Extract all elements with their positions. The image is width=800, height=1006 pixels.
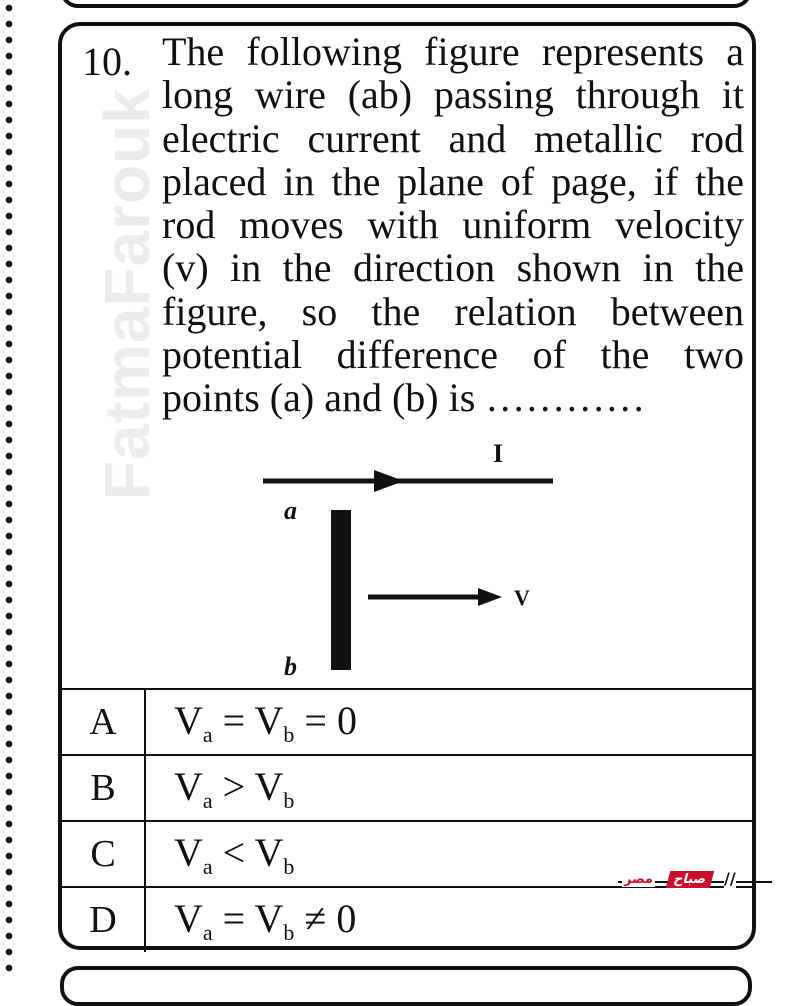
- current-arrow-head: [374, 470, 404, 492]
- option-letter: C: [62, 821, 145, 887]
- velocity-arrow-head: [478, 588, 502, 606]
- velocity-label: V: [514, 585, 530, 610]
- option-row-b[interactable]: [62, 755, 756, 821]
- metallic-rod: [331, 510, 351, 670]
- option-row-d[interactable]: [62, 887, 756, 952]
- option-letter: D: [62, 887, 145, 952]
- option-expression: $V_a = V_b = 0$: [145, 689, 756, 755]
- question-text: The following figure represents a long wire (ab) passing through it electric current and metallic rod placed in the plane of page, if the rod moves with uniform velocity (v) in the direction shown in the figure, so the relation between potential difference of the two points (a) and (b) is …………: [162, 29, 744, 421]
- logo-bars-icon: //: [724, 869, 736, 888]
- logo-masr-text: مصر: [624, 872, 653, 887]
- watermark: FatmaFarouk: [91, 87, 163, 500]
- options-table: [62, 688, 756, 952]
- point-a-label: a: [284, 496, 297, 525]
- option-expression: $V_a = V_b \ne 0$: [145, 887, 756, 952]
- option-expression: $V_a > V_b$: [145, 755, 756, 821]
- question-number: 10.: [82, 39, 132, 84]
- point-b-label: b: [284, 652, 297, 681]
- option-letter: B: [62, 755, 145, 821]
- site-logo: [618, 869, 774, 895]
- option-letter: A: [62, 689, 145, 755]
- option-expression: $V_a < V_b$: [145, 821, 756, 887]
- option-row-a[interactable]: [62, 689, 756, 755]
- logo-sabah-text: صباح: [666, 871, 715, 888]
- current-label: I: [493, 439, 504, 468]
